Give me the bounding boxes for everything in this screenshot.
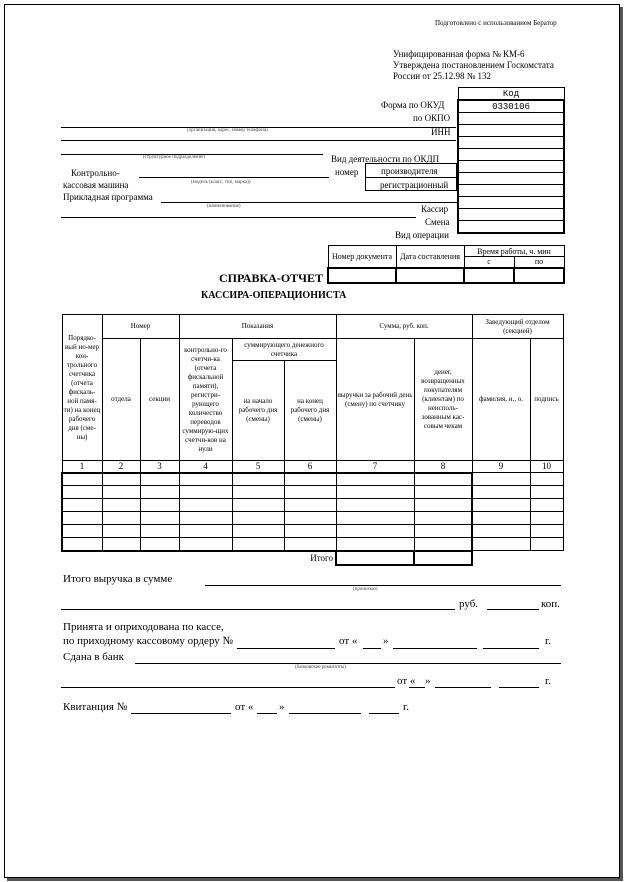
receipt-number-line[interactable] [131, 713, 231, 714]
doc-info-table [327, 245, 565, 284]
bank-year-line[interactable] [499, 687, 539, 688]
order-year-line[interactable] [483, 648, 539, 649]
order-day-line[interactable] [363, 648, 381, 649]
col-num: 7 [336, 461, 414, 473]
table-row[interactable] [62, 512, 563, 525]
th-head-of-department: Заведующий отделом (секцией) [472, 315, 563, 339]
okdp-value[interactable] [458, 149, 564, 161]
org-line-2[interactable] [61, 140, 456, 141]
th-signature: подпись [530, 339, 563, 461]
total-row [62, 551, 563, 565]
registration-number[interactable] [458, 173, 564, 185]
table-row[interactable] [62, 473, 563, 486]
shift-label: Смена [425, 217, 450, 227]
org-caption: (организация, адрес, номер телефона) [187, 128, 268, 133]
form-page [4, 4, 620, 878]
manufacturer-label: производителя [381, 166, 438, 176]
bank-date-open: от « [397, 675, 416, 687]
th-summing-counter: суммирующего денежного счетчика [232, 339, 336, 361]
okud-label: Форма по ОКУД [381, 100, 445, 110]
accepted-label-1: Принята и оприходована по кассе, [63, 621, 224, 633]
total-revenue[interactable] [336, 551, 414, 565]
bank-caption: (банковские реквизиты) [295, 665, 346, 670]
app-label: Прикладная программа [63, 192, 153, 202]
col-num: 5 [232, 461, 284, 473]
col-num: 10 [530, 461, 563, 473]
form-name: Унифицированная форма № КМ-6 [393, 49, 525, 59]
table-row[interactable] [62, 499, 563, 512]
work-from-header: с [464, 257, 514, 268]
order-month-line[interactable] [393, 648, 477, 649]
bank-line-2[interactable] [61, 687, 395, 688]
doc-number-header: Номер документа [328, 246, 396, 268]
receipt-label: Квитанция № [63, 701, 128, 713]
okud-value: 0330106 [458, 100, 564, 113]
th-end-of-day: на конец рабочего дня (смены) [284, 361, 336, 461]
operation-value[interactable] [458, 221, 564, 234]
th-department: отдела [102, 339, 140, 461]
blank-code-1 [458, 137, 564, 149]
kop-line[interactable] [487, 609, 539, 610]
nomer-label: номер [335, 167, 359, 177]
receipt-year-g: г. [403, 701, 410, 713]
col-num: 1 [62, 461, 102, 473]
accepted-label-2: по приходному кассовому ордеру № [63, 635, 234, 647]
bank-month-line[interactable] [435, 687, 491, 688]
app-line-2[interactable] [61, 217, 416, 218]
order-number-line[interactable] [237, 648, 335, 649]
bank-day-line[interactable] [409, 687, 425, 688]
col-num: 2 [102, 461, 140, 473]
work-to-header: по [514, 257, 564, 268]
total-revenue-label: Итого выручка в сумме [63, 573, 173, 585]
doc-date-header: Дата составления [396, 246, 464, 268]
col-num: 6 [284, 461, 336, 473]
okpo-value[interactable] [458, 113, 564, 125]
th-refunds: денег, возвращенных покупателям (клиентам) по неисполь-зованным кас-совым чекам [414, 339, 472, 461]
kod-header: Код [458, 88, 564, 101]
app-caption: (наименование) [207, 204, 241, 209]
bank-label: Сдана в банк [63, 651, 124, 663]
work-to-value[interactable] [514, 268, 564, 283]
th-number: Номер [102, 315, 179, 339]
bank-line[interactable] [135, 663, 561, 664]
th-control-counter: контрольно-го счетчи-ка (отчета фискальной памяти), регистри-рующего количество переводов суммирую-щих счетчи-ков на нули [179, 339, 232, 461]
th-revenue: выручки за рабочий день (смену) по счетчику [336, 339, 414, 461]
th-start-of-day: на начало рабочего дня (смены) [232, 361, 284, 461]
order-year-g: г. [545, 635, 552, 647]
doc-date-value[interactable] [396, 268, 464, 283]
receipt-year-line[interactable] [369, 713, 399, 714]
cashier-value[interactable] [458, 197, 564, 209]
okpo-label: по ОКПО [413, 113, 451, 123]
division-caption: (структурное подразделение) [143, 155, 206, 160]
doc-number-value[interactable] [328, 268, 396, 283]
okdp-label: Вид деятельности по ОКДП [331, 154, 440, 164]
column-numbers-row [62, 461, 563, 473]
registration-label: регистрационный [380, 180, 449, 190]
total-label: Итого [310, 552, 333, 563]
bank-year-g: г. [545, 675, 552, 687]
kkm-label-1: Контрольно- [71, 168, 120, 178]
blank-code-2 [458, 185, 564, 197]
doc-title: СПРАВКА-ОТЧЕТ [219, 271, 323, 285]
col-num: 8 [414, 461, 472, 473]
th-counter-seq: Порядко-вый но-мер кон-трольного счетчика (отчета фискаль-ной памя-ти) на конец рабочего дня (сме-ны) [62, 315, 102, 461]
doc-subtitle: КАССИРА-ОПЕРАЦИОНИСТА [201, 290, 347, 301]
propisyu-caption: (прописью) [353, 587, 378, 592]
kkm-model-line[interactable] [139, 177, 329, 178]
app-line[interactable] [161, 202, 457, 203]
col-num: 4 [179, 461, 232, 473]
receipt-month-line[interactable] [289, 713, 361, 714]
table-row[interactable] [62, 525, 563, 538]
th-full-name: фамилия, и., о. [472, 339, 530, 461]
th-section: секции [140, 339, 179, 461]
report-table [61, 314, 564, 566]
receipt-day-line[interactable] [257, 713, 277, 714]
order-date-close: » [383, 635, 389, 647]
receipt-date-open: от « [235, 701, 254, 713]
receipt-date-close: » [279, 701, 285, 713]
total-words-line-2[interactable] [61, 609, 455, 610]
bank-date-close: » [425, 675, 431, 687]
total-words-line[interactable] [205, 585, 561, 586]
kkm-caption: (модель (класс, тип, марка)) [191, 180, 251, 185]
manufacturer-number[interactable] [458, 161, 564, 173]
kkm-label-2: кассовая машина [63, 180, 129, 190]
rub-label: руб. [459, 598, 479, 610]
cashier-label: Кассир [421, 204, 449, 214]
order-date-open: от « [339, 635, 358, 647]
th-sum: Сумма, руб. коп. [336, 315, 472, 339]
total-refunds[interactable] [414, 551, 472, 565]
codes-table [457, 87, 565, 234]
form-approved-date: России от 25.12.98 № 132 [393, 71, 492, 81]
work-from-value[interactable] [464, 268, 514, 283]
inn-value[interactable] [458, 125, 564, 137]
inn-label: ИНН [431, 127, 451, 137]
kop-label: коп. [541, 598, 560, 610]
prepared-note: Подготовлено с использованием Бератор [435, 19, 557, 27]
table-row[interactable] [62, 538, 563, 551]
col-num: 3 [140, 461, 179, 473]
work-time-header: Время работы, ч. мин [464, 246, 564, 257]
col-num: 9 [472, 461, 530, 473]
form-approved: Утверждена постановлением Госкомстата [393, 60, 554, 70]
operation-label: Вид операции [395, 230, 449, 240]
th-readings: Показания [179, 315, 336, 339]
table-row[interactable] [62, 486, 563, 499]
shift-value[interactable] [458, 209, 564, 221]
